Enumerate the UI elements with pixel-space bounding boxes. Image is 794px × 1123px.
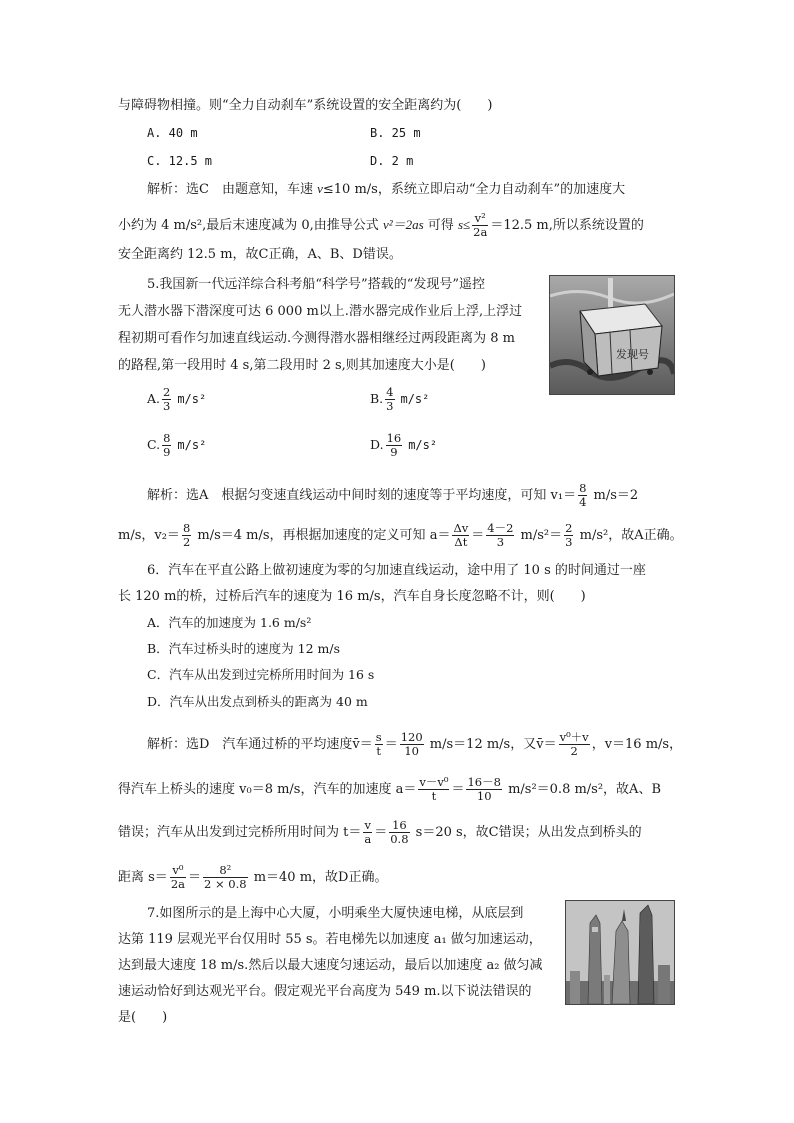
q5-solution-line-1: 解析：选A 根据匀变速直线运动中间时刻的速度等于平均速度，可知 v₁＝ $\frac{8}{4}$ m/s＝2 bbox=[147, 481, 639, 509]
q5-stem-line-3: 程初期可看作匀加速直线运动.今测得潜水器相继经过两段距离为 8 m bbox=[118, 331, 515, 346]
fraction: $\frac{\text{v²}}{2a}$ bbox=[473, 211, 488, 239]
q4-option-d: D. 2 m bbox=[370, 154, 414, 168]
q7-stem-line-1: 7.如图所示的是上海中心大厦，小明乘坐大厦快速电梯，从底层到 bbox=[147, 906, 524, 921]
q5-stem-line-1: 5.我国新一代远洋综合科考船“科学号”搭载的“发现号”遥控 bbox=[147, 277, 485, 292]
q4-stem: 与障碍物相撞。则“全力自动刹车”系统设置的安全距离约为( ) bbox=[118, 98, 493, 113]
shanghai-tower-photo bbox=[565, 900, 675, 1005]
q6-option-c: C．汽车从出发到过完桥所用时间为 16 s bbox=[147, 667, 375, 682]
q4-solution-line-3: 安全距离约 12.5 m，故C正确，A、B、D错误。 bbox=[118, 247, 402, 262]
q4-option-a: A. 40 m bbox=[147, 126, 198, 140]
q7-stem-line-5: 是( ) bbox=[118, 1010, 168, 1025]
q6-option-d: D．汽车从出发点到桥头的距离为 40 m bbox=[147, 694, 368, 709]
q7-stem-line-3: 达到最大速度 18 m/s.然后以最大速度匀速运动，最后以加速度 a₂ 做匀减 bbox=[118, 958, 543, 973]
q5-stem-line-4: 的路程,第一段用时 4 s,第二段用时 2 s,则其加速度大小是( ) bbox=[118, 358, 486, 373]
q6-stem-line-2: 长 120 m的桥，过桥后汽车的速度为 16 m/s，汽车自身长度忽略不计，则( ) bbox=[118, 589, 586, 604]
q5-option-c: C. $\frac{8}{9}$ m/s² bbox=[147, 431, 207, 459]
q6-option-a: A．汽车的加速度为 1.6 m/s² bbox=[147, 615, 312, 630]
q6-solution-line-4: 距离 s＝ $\frac{\text{v⁰}}{2a}$ ＝ $\frac{\text{8²}}{2 \times 0.8}$ m＝40 m，故D正确。 bbox=[118, 863, 388, 891]
q5-option-a: A. $\frac{2}{3}$ m/s² bbox=[147, 385, 207, 413]
q7-stem-line-2: 达第 119 层观光平台仅用时 55 s。若电梯先以加速度 a₁ 做匀加速运动， bbox=[118, 932, 542, 947]
q4-solution-line-2: 小约为 4 m/s²,最后末速度减为 0,由推导公式 v²＝2as 可得 s≤ $\frac{\text{v²}}{2a}$ ＝12.5 m,所以系统设置的 bbox=[118, 211, 644, 239]
q4-solution-line-1: 解析：选C 由题意知，车速 v≤10 m/s，系统立即启动“全力自动刹车”的加速度大 bbox=[147, 181, 626, 197]
q5-stem-line-2: 无人潜水器下潜深度可达 6 000 m以上.潜水器完成作业后上浮,上浮过 bbox=[118, 304, 523, 319]
q6-solution-line-2: 得汽车上桥头的速度 v₀＝8 m/s，汽车的加速度 a＝ $\frac{\text{v－v⁰}}{t}$ ＝ $\frac{16-8}{10}$ m/s²＝0.8 m/s²，故A、B bbox=[118, 775, 661, 803]
q6-solution-line-3: 错误；汽车从出发到过完桥所用时间为 t＝ $\frac{v}{a}$ ＝ $\frac{16}{0.8}$ s＝20 s，故C错误；从出发点到桥头的 bbox=[118, 818, 642, 846]
submersible-name-label: 发现号 bbox=[616, 348, 649, 361]
q6-stem-line-1: 6．汽车在平直公路上做初速度为零的匀加速直线运动，途中用了 10 s 的时间通过一座 bbox=[147, 563, 646, 578]
submersible-photo bbox=[549, 275, 675, 395]
q5-option-d: D. $\frac{16}{9}$ m/s² bbox=[370, 431, 438, 459]
q7-stem-line-4: 速运动恰好到达观光平台。假定观光平台高度为 549 m.以下说法错误的 bbox=[118, 984, 532, 999]
q4-option-c: C. 12.5 m bbox=[147, 154, 213, 168]
q5-option-b: B. $\frac{4}{3}$ m/s² bbox=[370, 385, 430, 413]
q4-option-b: B. 25 m bbox=[370, 126, 421, 140]
q6-option-b: B．汽车过桥头时的速度为 12 m/s bbox=[147, 641, 341, 656]
q6-solution-line-1: 解析：选D 汽车通过桥的平均速度v̄＝ $\frac{s}{t}$ ＝ $\frac{120}{10}$ m/s＝12 m/s，又v̄＝ $\frac{\text{v⁰＋v}}{2}$ ，v＝16 m/s， bbox=[147, 730, 683, 758]
q5-solution-line-2: m/s，v₂＝ $\frac{8}{2}$ m/s＝4 m/s，再根据加速度的定义可知 a＝ $\frac{\Delta v}{\Delta t}$ ＝ $\frac{4-2}{3}$ m/s²＝ $\frac{2}{3}$ m/s²，故A正确。 bbox=[118, 521, 683, 549]
